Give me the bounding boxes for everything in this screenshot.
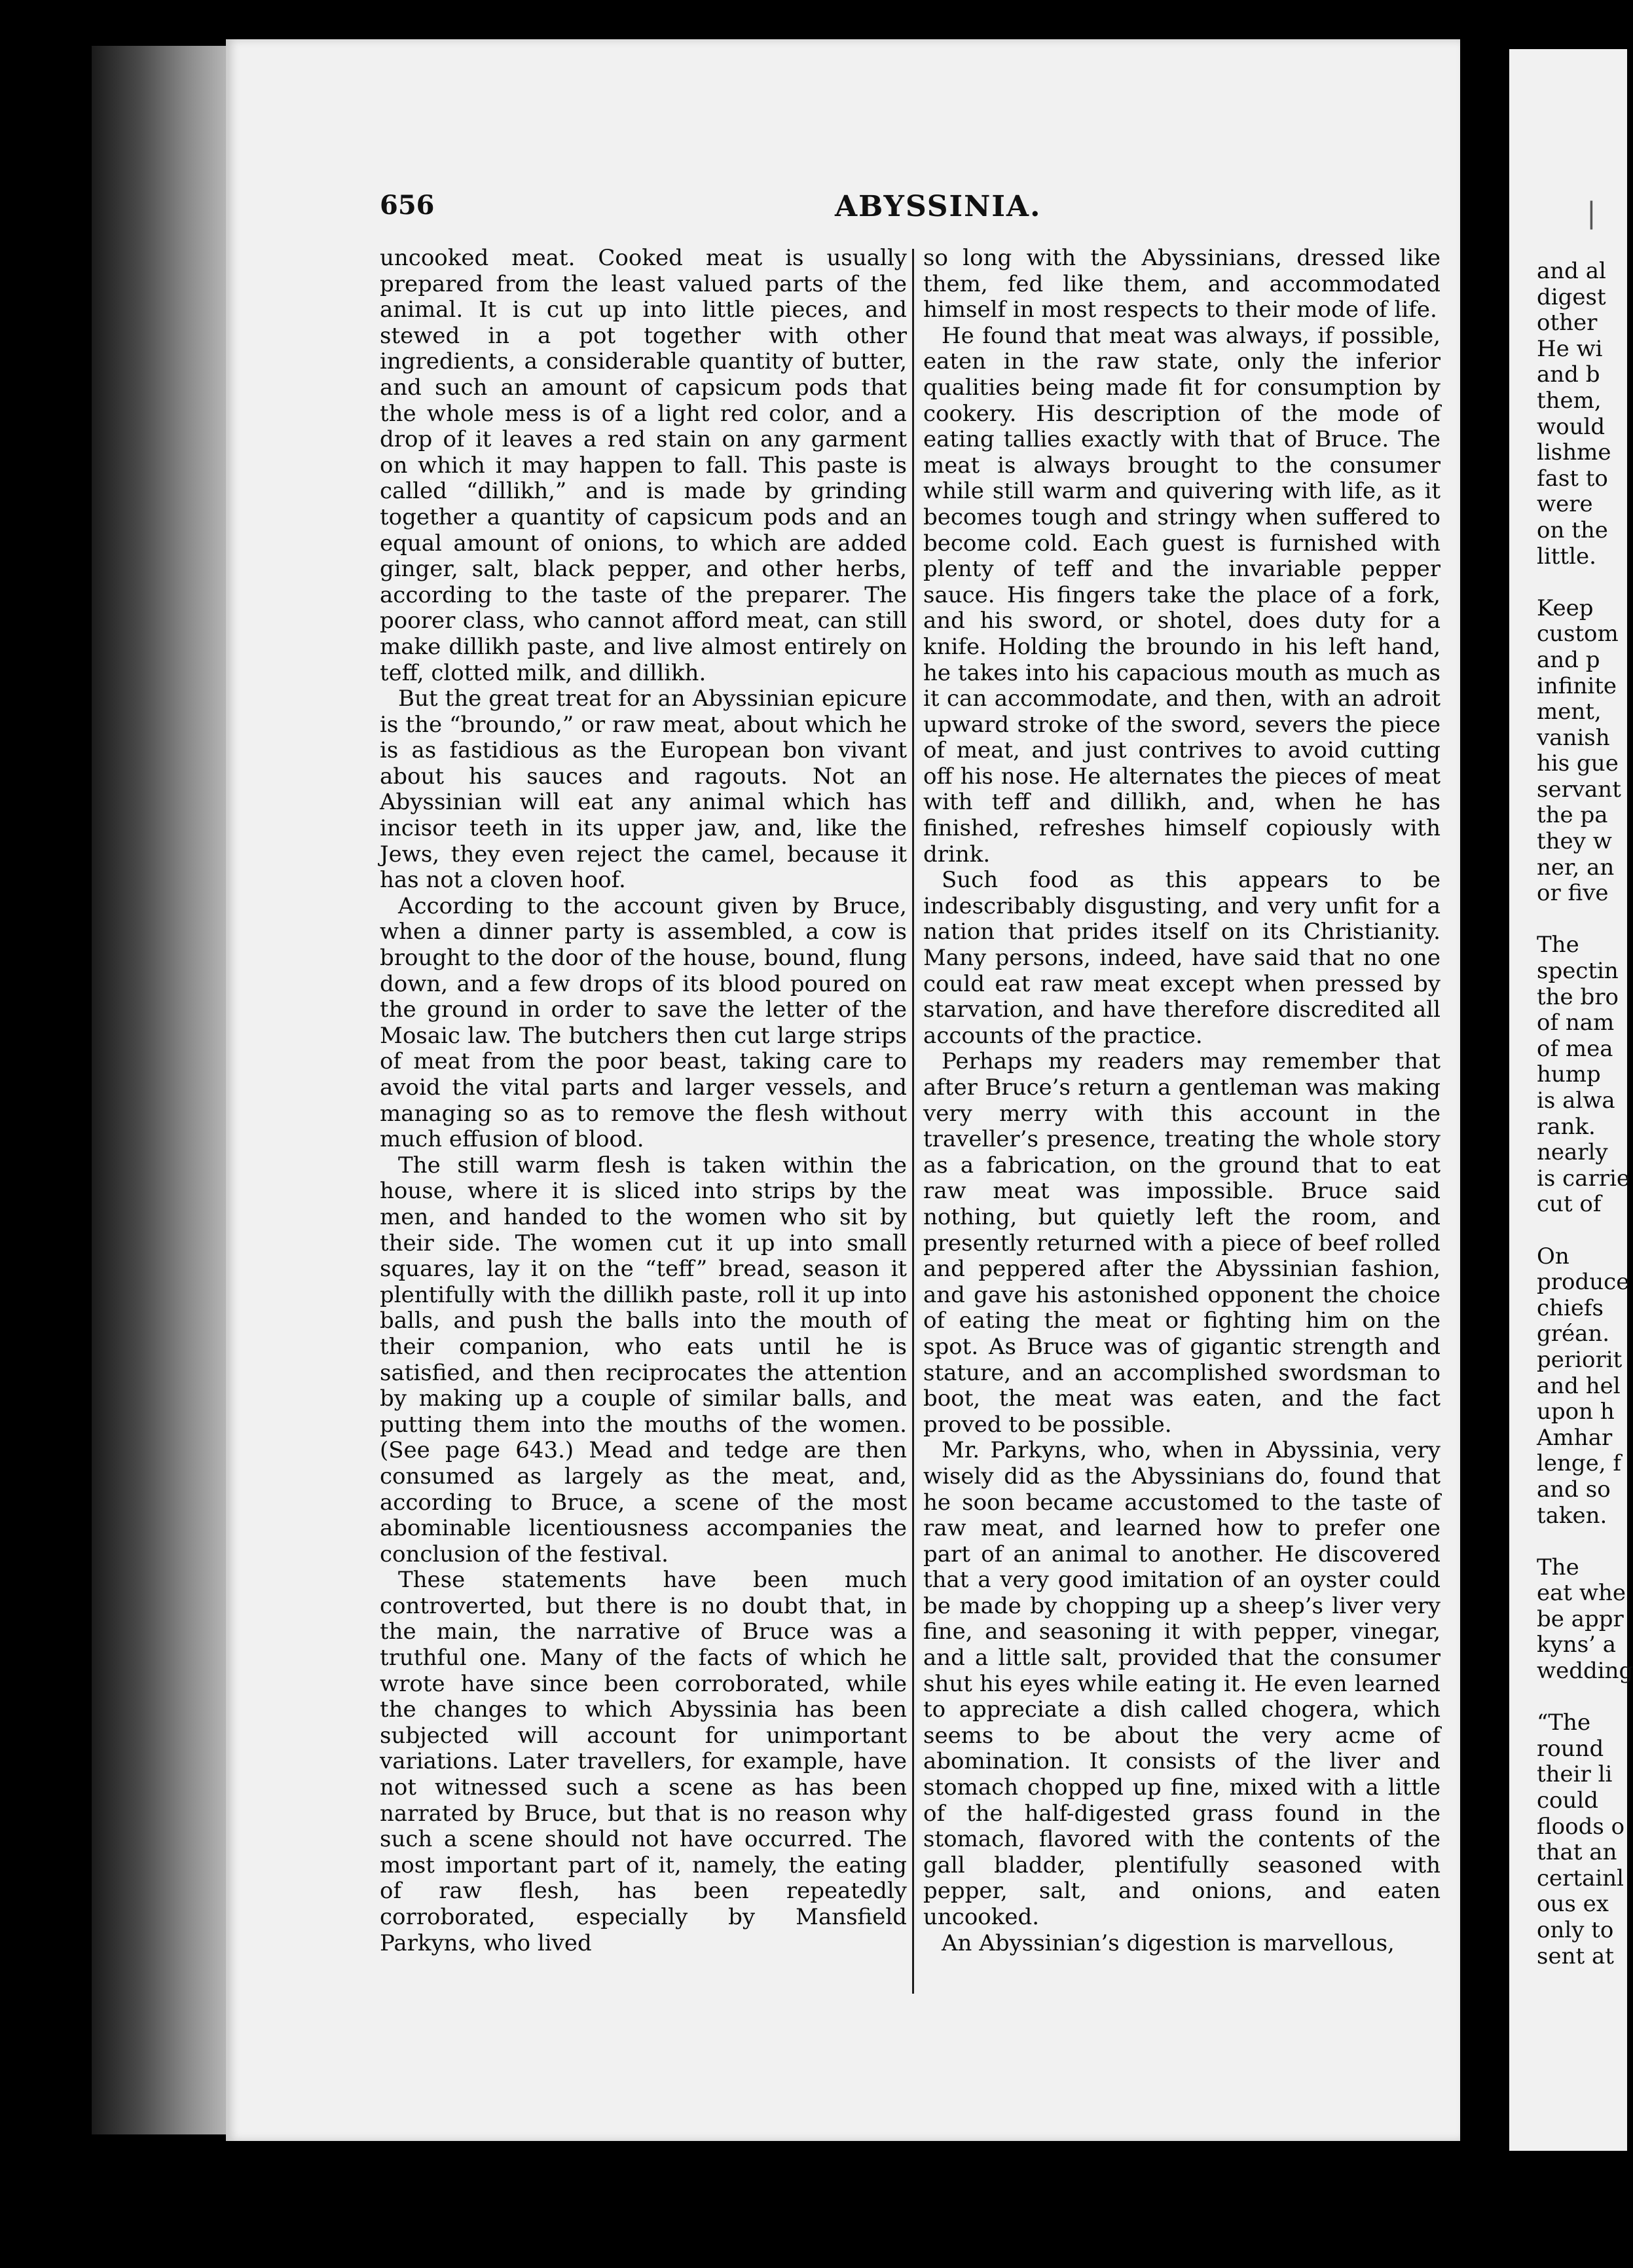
adjacent-text-line: lenge, f [1537, 1450, 1621, 1477]
adjacent-text-line: On [1537, 1243, 1569, 1270]
adjacent-text-line: wedding [1537, 1658, 1633, 1685]
adjacent-text-line: “The [1537, 1710, 1591, 1736]
adjacent-text-line: cut of [1537, 1191, 1602, 1218]
adjacent-paragraph-gap [1537, 1685, 1628, 1711]
paragraph: These statements have been much controverted, but there is no doubt that, in the main, the narrative of Bruce was a truthful one. Many of the facts of which he wrote have since been corroborated, while the changes to which Abyssinia has been subjected will account for unimportant variations. Later travellers, for example, have not witnessed such a scene as has been narrated by Bruce, but that is no reason why such a scene should not have occurred. The most important part of it, namely, the eating of raw flesh, has been repeatedly corroborated, especially by Mansfield Parkyns, who lived [380, 1567, 907, 1956]
running-head: ABYSSINIA. [835, 190, 1042, 223]
adjacent-text-line: and p [1537, 646, 1600, 673]
adjacent-header-fragment: | [1587, 196, 1596, 230]
adjacent-text-line: servant [1537, 776, 1621, 803]
adjacent-text-line: only to [1537, 1917, 1614, 1943]
adjacent-text-line: periorit [1537, 1346, 1623, 1373]
adjacent-text-line: or five [1537, 880, 1609, 907]
paragraph: uncooked meat. Cooked meat is usually prepared from the least valued parts of the animal. It is cut up into little pieces, and stewed in a pot together with other ingredients, a considerable quantity of butter, and such an amount of capsicum pods that the whole mess is of a light red color, and a drop of it leaves a red stain on any garment on which it may happen to fall. This paste is called “dillikh,” and is made by grinding together a quantity of capsicum pods and an equal amount of onions, to which are added ginger, salt, black pepper, and other herbs, according to the taste of the preparer. The poorer class, who cannot afford meat, can still make dillikh paste, and live almost entirely on teff, clotted milk, and dillikh. [380, 245, 907, 686]
adjacent-text-line: round [1537, 1735, 1604, 1762]
adjacent-page-text [1537, 258, 1633, 1969]
adjacent-text-line: The [1537, 1554, 1579, 1581]
adjacent-text-line: digest [1537, 284, 1606, 310]
adjacent-text-line: be appr [1537, 1605, 1624, 1632]
adjacent-text-line: other [1537, 310, 1598, 337]
adjacent-text-line: lishme [1537, 439, 1611, 466]
paragraph: He found that meat was always, if possible, eaten in the raw state, only the inferior qualities being made fit for consumption by cookery. His description of the mode of eating tallies exactly with that of Bruce. The meat is always brought to the consumer while still warm and quivering with life, as it becomes tough and stringy when suffered to become cold. Each guest is furnished with plenty of teff and the invariable pepper sauce. His fingers take the place of a fork, and his sword, or shotel, does duty for a knife. Holding the broundo in his left hand, he takes into his capacious mouth as much as it can accommodate, and then, with an adroit upward stroke of the sword, severs the piece of meat, and just contrives to avoid cutting off his nose. He alternates the pieces of meat with teff and dillikh, and, when he has finished, refreshes himself copiously with drink. [923, 322, 1440, 868]
adjacent-text-line: rank. [1537, 1113, 1596, 1140]
column-divider [912, 249, 914, 1994]
left-text-column [380, 246, 907, 2000]
paragraph: Such food as this appears to be indescribably disgusting, and very unfit for a nation that prides itself on its Christianity. Many persons, indeed, have said that no one could eat raw meat except when pressed by starvation, and have therefore discredited all accounts of the practice. [923, 867, 1440, 1049]
paragraph: Perhaps my readers may remember that after Bruce’s return a gentleman was making very merry with this account in the traveller’s presence, treating the whole story as a fabrication, on the ground that to eat raw meat was impossible. Bruce said nothing, but quietly left the room, and presently returned with a piece of beef rolled and peppered after the Abyssinian fashion, and gave his astonished opponent the choice of eating the meat or fighting him on the spot. As Bruce was of gigantic strength and stature, and an accomplished swordsman to boot, the meat was eaten, and the fact proved to be possible. [923, 1048, 1440, 1438]
adjacent-text-line: eat whe [1537, 1580, 1626, 1607]
adjacent-paragraph-gap [1537, 907, 1628, 933]
adjacent-text-line: sent at [1537, 1943, 1614, 1969]
adjacent-text-line: and so [1537, 1476, 1611, 1503]
adjacent-text-line: ment, [1537, 699, 1602, 725]
paragraph: But the great treat for an Abyssinian epicure is the “broundo,” or raw meat, about which he is as fastidious as the European bon vivant about his sauces and ragouts. Not an Abyssinian will eat any animal which has incisor teeth in its upper jaw, and, like the Jews, they even reject the camel, because it has not a cloven hoof. [380, 686, 907, 894]
adjacent-text-line: on the [1537, 517, 1608, 543]
adjacent-text-line: chiefs [1537, 1294, 1604, 1321]
adjacent-text-line: fast to [1537, 465, 1608, 492]
adjacent-text-line: and al [1537, 258, 1606, 284]
adjacent-text-line: taken. [1537, 1502, 1607, 1529]
adjacent-text-line: their li [1537, 1761, 1613, 1788]
adjacent-text-line: his gue [1537, 750, 1619, 777]
adjacent-text-line: the bro [1537, 983, 1619, 1010]
paragraph: Mr. Parkyns, who, when in Abyssinia, very wisely did as the Abyssinians do, found that he soon became accustomed to the taste of raw meat, and learned how to prefer one part of an animal to another. He discovered that a very good imitation of an oyster could be made by chopping up a sheep’s liver very fine, and seasoning it with pepper, vinegar, and a little salt, provided that the consumer shut his eyes while eating it. He even learned to appreciate a dish called chogera, which seems to be about the very acme of abomination. It consists of the liver and stomach chopped up fine, mixed with a little of the half-digested grass found in the stomach, flavored with the contents of the gall bladder, plentifully seasoned with pepper, salt, and onions, and eaten uncooked. [923, 1437, 1440, 1930]
adjacent-text-line: custom [1537, 621, 1619, 648]
adjacent-text-line: and hel [1537, 1372, 1621, 1399]
paragraph: so long with the Abyssinians, dressed like them, fed like them, and accommodated himself in most respects to their mode of life. [923, 245, 1440, 323]
adjacent-text-line: ner, an [1537, 854, 1615, 881]
adjacent-text-line: floods o [1537, 1813, 1625, 1840]
paragraph: An Abyssinian’s digestion is marvellous, [942, 1930, 1395, 1956]
adjacent-text-line: He wi [1537, 335, 1603, 362]
adjacent-text-line: them, [1537, 387, 1602, 414]
adjacent-text-line: they w [1537, 828, 1612, 855]
adjacent-text-line: gréan. [1537, 1321, 1610, 1347]
adjacent-text-line: of nam [1537, 1010, 1615, 1036]
adjacent-text-line: spectin [1537, 958, 1619, 985]
adjacent-paragraph-gap [1537, 1218, 1628, 1244]
adjacent-text-line: upon h [1537, 1399, 1615, 1425]
adjacent-paragraph-gap [1537, 570, 1628, 596]
adjacent-text-line: certainl [1537, 1865, 1624, 1892]
adjacent-text-line: ous ex [1537, 1891, 1609, 1918]
adjacent-text-line: Keep [1537, 594, 1594, 621]
adjacent-text-line: could [1537, 1787, 1599, 1814]
paragraph: According to the account given by Bruce, when a dinner party is assembled, a cow is brought to the door of the house, bound, flung down, and a few drops of its blood poured on the ground in order to save the letter of the Mosaic law. The butchers then cut large strips of meat from the poor beast, taking care to avoid the vital parts and larger vessels, and managing so as to remove the flesh without much effusion of blood. [380, 892, 907, 1153]
adjacent-text-line: that an [1537, 1839, 1617, 1866]
adjacent-text-line: infinite [1537, 672, 1617, 699]
right-text-column [923, 246, 1440, 2000]
adjacent-text-line: hump [1537, 1061, 1601, 1088]
adjacent-text-line: would [1537, 413, 1605, 440]
adjacent-text-line: little. [1537, 543, 1596, 570]
adjacent-text-line: The [1537, 932, 1579, 959]
adjacent-text-line: is alwa [1537, 1088, 1615, 1114]
paragraph: The still warm flesh is taken within the house, where it is sliced into strips by the men, and handed to the women who sit by their side. The women cut it up into small squares, lay it on the “teff” bread, season it plentifully with the dillikh paste, roll it up into balls, and push the balls into the mouth of their companion, who eats until he is satisfied, and then reciprocates the attention by making up a couple of similar balls, and putting them into the mouths of the women. (See page 643.) Mead and tedge are then consumed as largely as the meat, and, according to Bruce, a scene of the most abominable licentiousness accompanies the conclusion of the festival. [380, 1152, 907, 1567]
adjacent-text-line: kyns’ a [1537, 1632, 1617, 1658]
adjacent-text-line: were [1537, 491, 1593, 518]
adjacent-text-line: is carrie [1537, 1165, 1630, 1192]
adjacent-text-line: the pa [1537, 802, 1608, 829]
adjacent-paragraph-gap [1537, 1529, 1628, 1555]
book-spine-edge [92, 46, 229, 2134]
adjacent-text-line: produce [1537, 1269, 1630, 1296]
adjacent-text-line: vanish [1537, 724, 1610, 751]
adjacent-text-line: nearly [1537, 1139, 1608, 1166]
adjacent-text-line: Amhar [1537, 1424, 1613, 1451]
page-number: 656 [380, 190, 435, 221]
adjacent-text-line: of mea [1537, 1035, 1613, 1062]
adjacent-text-line: and b [1537, 361, 1600, 388]
